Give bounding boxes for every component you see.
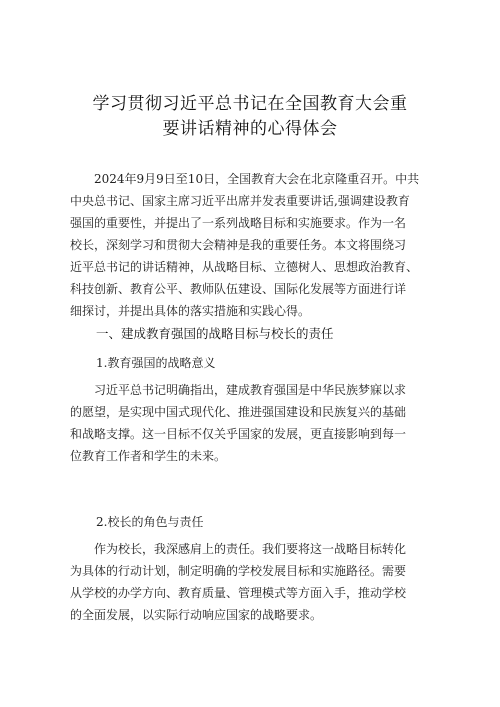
document-title-line-1: 学习贯彻习近平总书记在全国教育大会重 (92, 94, 408, 114)
body-line: 的愿望，是实现中国式现代化、推进强国建设和民族复兴的基础 (70, 405, 407, 419)
section-heading: 一、建成教育强国的战略目标与校长的责任 (96, 326, 334, 341)
intro-line: 近平总书记的讲话精神，从战略目标、立德树人、思想政治教育、 (70, 260, 419, 274)
intro-line: 中央总书记、国家主席习近平出席并发表重要讲话,强调建设教育 (70, 194, 410, 208)
body-line: 位教育工作者和学生的未来。 (70, 449, 227, 463)
intro-line: 强国的重要性，并提出了一系列战略目标和实施要求。作为一名 (70, 216, 407, 230)
subsection-heading: 2.校长的角色与责任 (96, 515, 204, 529)
document-title-line-2: 要讲话精神的心得体会 (162, 119, 338, 139)
intro-line: 2024年9月9日至10日，全国教育大会在北京隆重召开。中共 (94, 172, 420, 186)
section-2-paragraph (70, 538, 436, 626)
intro-line: 校长，深刻学习和贯彻大会精神是我的重要任务。本文将围绕习 (70, 238, 407, 252)
body-line: 从学校的办学方向、教育质量、管理模式等方面入手，推动学校 (70, 586, 407, 600)
body-line: 习近平总书记明确指出，建成教育强国是中华民族梦寐以求 (94, 383, 407, 397)
body-line: 为具体的行动计划，制定明确的学校发展目标和实施路径。需要 (70, 564, 407, 578)
intro-line: 细探讨，并提出具体的落实措施和实践心得。 (70, 304, 311, 318)
intro-line: 科技创新、教育公平、教师队伍建设、国际化发展等方面进行详 (70, 282, 407, 296)
intro-paragraph (70, 168, 436, 322)
subsection-heading: 1.教育强国的战略意义 (96, 356, 216, 370)
section-1-paragraph (70, 379, 436, 467)
body-line: 作为校长，我深感肩上的责任。我们要将这一战略目标转化 (94, 542, 407, 556)
body-line: 的全面发展，以实际行动响应国家的战略要求。 (70, 608, 323, 622)
body-line: 和战略支撑。这一目标不仅关乎国家的发展，更直接影响到每一 (70, 427, 407, 441)
